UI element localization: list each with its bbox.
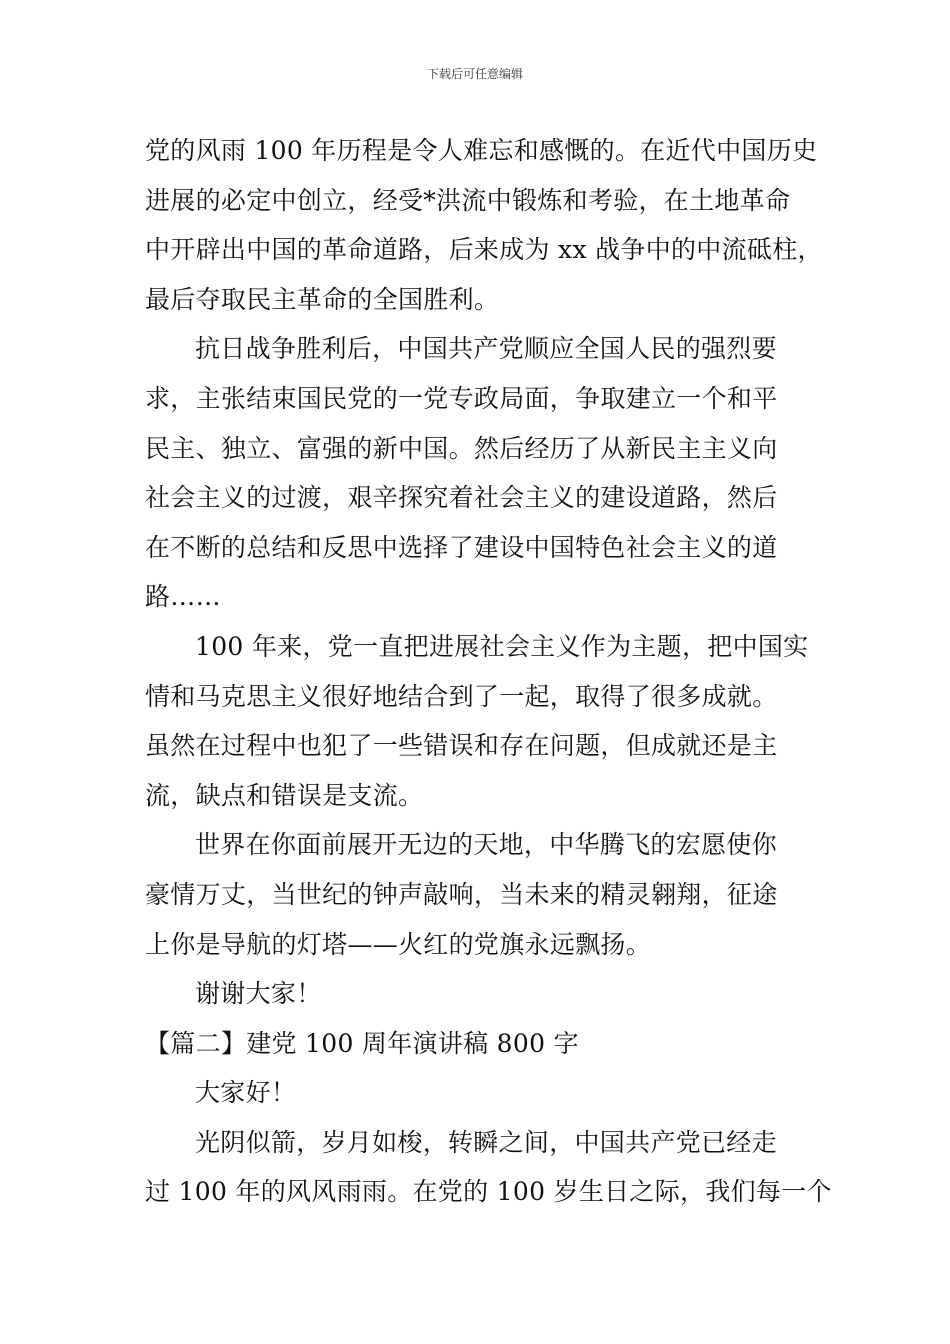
document-body	[145, 126, 832, 1217]
text-line: 社会主义的过渡，艰辛探究着社会主义的建设道路，然后	[145, 483, 778, 513]
text-line: 过 100 年的风风雨雨。在党的 100 岁生日之际，我们每一个	[145, 1177, 832, 1207]
text-line: 上你是导航的灯塔——火红的党旗永远飘扬。	[145, 929, 652, 959]
text-line: 100 年来，党一直把进展社会主义作为主题，把中国实	[195, 631, 809, 661]
text-line: 情和马克思主义很好地结合到了一起，取得了很多成就。	[145, 681, 778, 711]
text-line: 民主、独立、富强的新中国。然后经历了从新民主主义向	[145, 433, 778, 463]
text-line: 流，缺点和错误是支流。	[145, 780, 424, 810]
text-line: 最后夺取民主革命的全国胜利。	[145, 284, 500, 314]
text-line: 进展的必定中创立，经受*洪流中锻炼和考验，在土地革命	[145, 185, 791, 215]
text-line: 光阴似箭，岁月如梭，转瞬之间，中国共产党已经走	[195, 1127, 777, 1157]
text-line: 谢谢大家！	[195, 979, 322, 1009]
text-line: 中开辟出中国的革命道路，后来成为 xx 战争中的中流砥柱，	[145, 235, 823, 265]
text-line: 求，主张结束国民党的一党专政局面，争取建立一个和平	[145, 383, 778, 413]
text-line: 路……	[145, 582, 221, 612]
section-heading: 【篇二】建党 100 周年演讲稿 800 字	[145, 1028, 579, 1058]
text-line: 大家好！	[195, 1078, 297, 1108]
text-line: 党的风雨 100 年历程是令人难忘和感慨的。在近代中国历史	[145, 136, 818, 165]
text-line: 抗日战争胜利后，中国共产党顺应全国人民的强烈要	[195, 334, 777, 364]
text-line: 虽然在过程中也犯了一些错误和存在问题，但成就还是主	[145, 731, 778, 761]
page-header: 下载后可任意编辑	[426, 67, 523, 81]
text-line: 世界在你面前展开无边的天地，中华腾飞的宏愿使你	[195, 830, 777, 860]
text-line: 豪情万丈，当世纪的钟声敲响，当未来的精灵翱翔，征途	[145, 879, 778, 909]
text-line: 在不断的总结和反思中选择了建设中国特色社会主义的道	[145, 532, 778, 562]
